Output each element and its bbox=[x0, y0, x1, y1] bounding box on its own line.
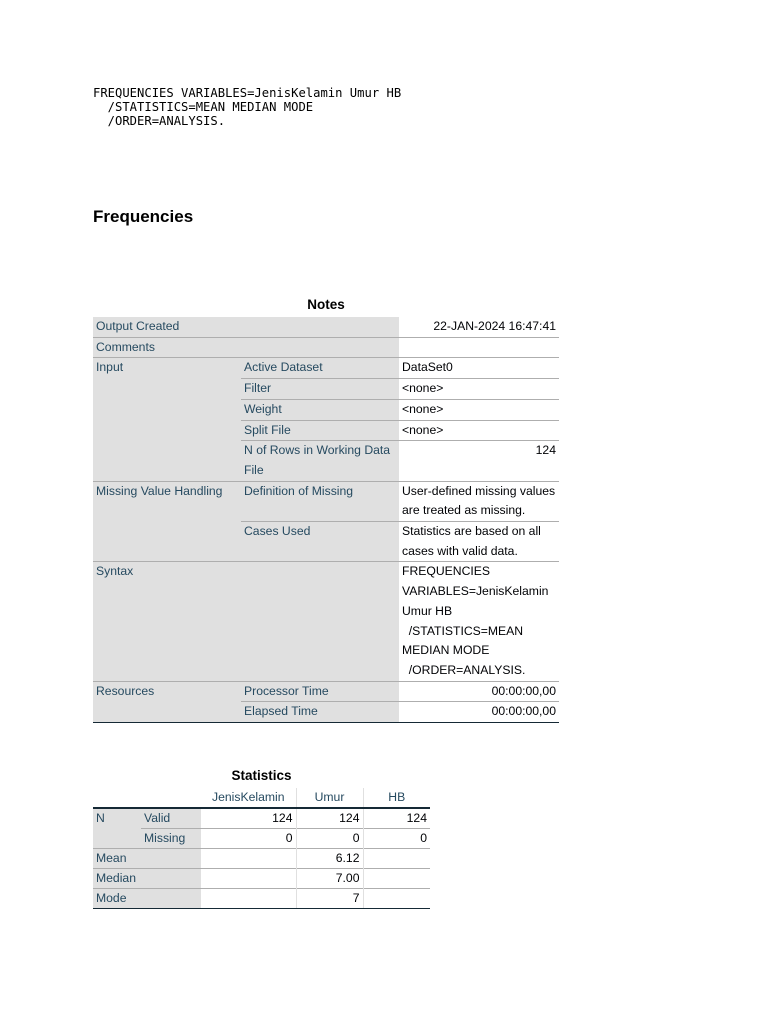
statistics-row-median bbox=[93, 869, 430, 889]
notes-label: Syntax bbox=[93, 562, 399, 681]
notes-label: Filter bbox=[241, 379, 399, 400]
cell-value bbox=[201, 849, 296, 869]
statistics-header-row bbox=[93, 788, 430, 808]
cell-value bbox=[201, 869, 296, 889]
notes-value: <none> bbox=[399, 379, 559, 400]
row-label: Mode bbox=[93, 889, 201, 909]
cell-value bbox=[363, 849, 430, 869]
statistics-row-mode bbox=[93, 889, 430, 909]
notes-label: Definition of Missing bbox=[241, 481, 399, 521]
cell-value bbox=[201, 889, 296, 909]
cell-value: 124 bbox=[363, 808, 430, 829]
notes-value: 00:00:00,00 bbox=[399, 702, 559, 723]
cell-value: 124 bbox=[296, 808, 363, 829]
statistics-row-valid bbox=[93, 808, 430, 829]
notes-row-syntax bbox=[93, 562, 559, 681]
notes-title: Notes bbox=[307, 297, 345, 312]
row-label: Valid bbox=[141, 808, 201, 829]
row-group-label: N bbox=[93, 808, 141, 849]
statistics-row-missing bbox=[93, 829, 430, 849]
cell-value: 7.00 bbox=[296, 869, 363, 889]
column-header-umur: Umur bbox=[296, 788, 363, 808]
cell-value: 0 bbox=[296, 829, 363, 849]
notes-label: Processor Time bbox=[241, 681, 399, 702]
syntax-log: FREQUENCIES VARIABLES=JenisKelamin Umur HB /STATISTICS=MEAN MEDIAN MODE /ORDER=ANALYSIS. bbox=[93, 86, 402, 128]
notes-row-resources bbox=[93, 681, 559, 702]
notes-value: 124 bbox=[399, 441, 559, 481]
cell-value bbox=[363, 869, 430, 889]
procedure-title: Frequencies bbox=[93, 207, 194, 226]
notes-value: 00:00:00,00 bbox=[399, 681, 559, 702]
notes-label: N of Rows in Working Data File bbox=[241, 441, 399, 481]
notes-value bbox=[399, 337, 559, 358]
notes-value: <none> bbox=[399, 399, 559, 420]
cell-value: 124 bbox=[201, 808, 296, 829]
notes-label: Comments bbox=[93, 337, 399, 358]
column-header-hb: HB bbox=[363, 788, 430, 808]
statistics-title: Statistics bbox=[231, 768, 292, 783]
notes-label: Elapsed Time bbox=[241, 702, 399, 723]
statistics-corner bbox=[93, 788, 201, 808]
cell-value: 7 bbox=[296, 889, 363, 909]
notes-label: Active Dataset bbox=[241, 358, 399, 379]
cell-value: 6.12 bbox=[296, 849, 363, 869]
notes-value: Statistics are based on all cases with valid data. bbox=[399, 522, 559, 562]
statistics-table bbox=[93, 788, 430, 909]
cell-value bbox=[363, 889, 430, 909]
notes-row-comments bbox=[93, 337, 559, 358]
notes-label: Output Created bbox=[93, 317, 399, 337]
notes-value: FREQUENCIES VARIABLES=JenisKelamin Umur HB /STATISTICS=MEAN MEDIAN MODE /ORDER=ANALYSIS. bbox=[399, 562, 559, 681]
notes-value: <none> bbox=[399, 420, 559, 441]
notes-table bbox=[93, 317, 559, 723]
notes-value: User-defined missing values are treated as missing. bbox=[399, 481, 559, 521]
row-label: Missing bbox=[141, 829, 201, 849]
statistics-row-mean bbox=[93, 849, 430, 869]
notes-group-label: Missing Value Handling bbox=[93, 481, 241, 562]
notes-row-missing bbox=[93, 481, 559, 521]
notes-value: 22-JAN-2024 16:47:41 bbox=[399, 317, 559, 337]
cell-value: 0 bbox=[363, 829, 430, 849]
notes-group-label: Resources bbox=[93, 681, 241, 722]
column-header-jeniskelamin: JenisKelamin bbox=[201, 788, 296, 808]
notes-label: Weight bbox=[241, 399, 399, 420]
notes-group-label: Input bbox=[93, 358, 241, 481]
cell-value: 0 bbox=[201, 829, 296, 849]
notes-row-output-created bbox=[93, 317, 559, 337]
notes-row-input bbox=[93, 358, 559, 379]
row-label: Median bbox=[93, 869, 201, 889]
notes-label: Cases Used bbox=[241, 522, 399, 562]
notes-value: DataSet0 bbox=[399, 358, 559, 379]
row-label: Mean bbox=[93, 849, 201, 869]
notes-label: Split File bbox=[241, 420, 399, 441]
